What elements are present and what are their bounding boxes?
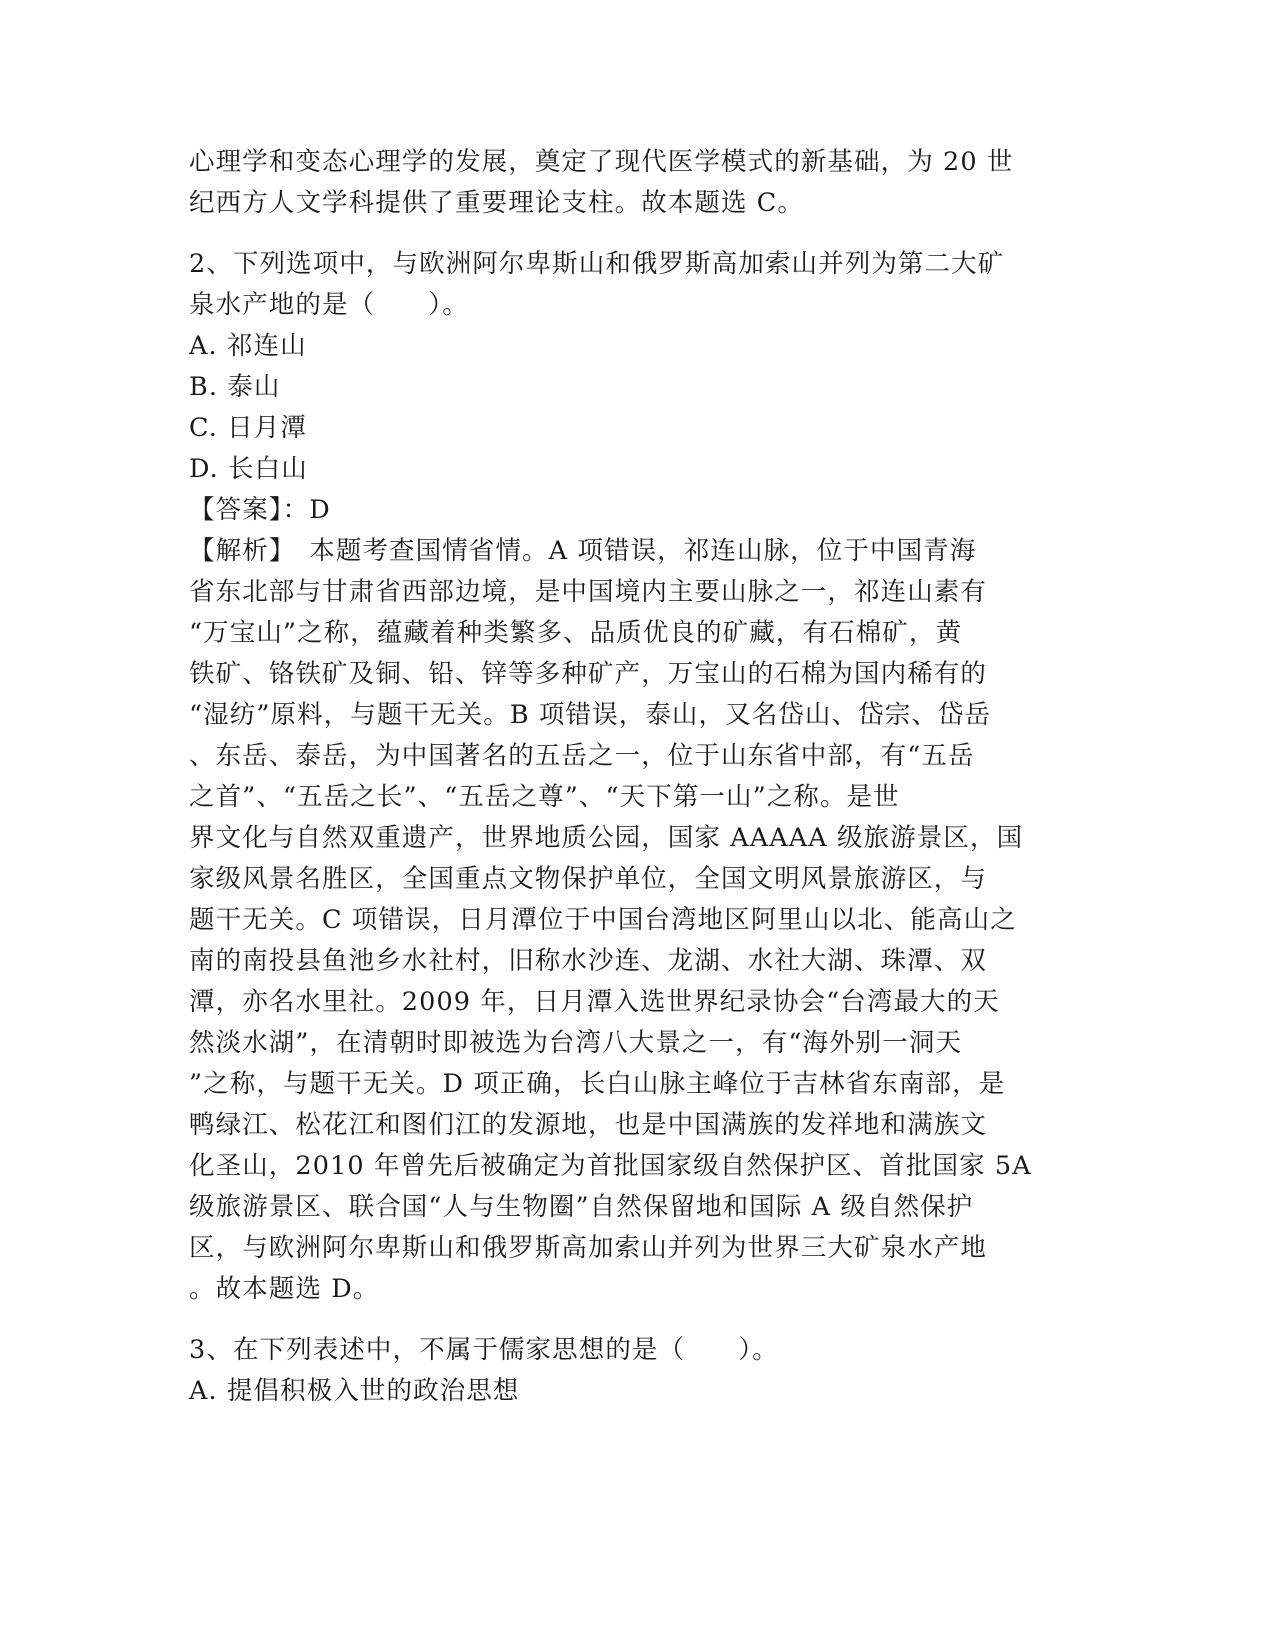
analysis-line-8: 界文化与自然双重遗产，世界地质公园，国家 AAAAA 级旅游景区，国 — [189, 823, 1024, 853]
question-2-option-d: D. 长白山 — [189, 454, 308, 484]
intro-line-1: 心理学和变态心理学的发展，奠定了现代医学模式的新基础，为 20 世 — [189, 147, 1014, 177]
analysis-line-6: 、东岳、泰岳，为中国著名的五岳之一，位于山东省中部，有“五岳 — [189, 741, 975, 771]
intro-line-2: 纪西方人文学科提供了重要理论支柱。故本题选 C。 — [189, 188, 805, 218]
question-2-option-c: C. 日月潭 — [189, 413, 307, 443]
analysis-line-17: 级旅游景区、联合国“人与生物圈”自然保留地和国际 A 级自然保护 — [189, 1192, 974, 1222]
analysis-line-3: “万宝山”之称，蕴藏着种类繁多、品质优良的矿藏，有石棉矿，黄 — [189, 618, 963, 648]
question-2-option-b: B. 泰山 — [189, 372, 281, 402]
analysis-line-5: “湿纺”原料，与题干无关。B 项错误，泰山，又名岱山、岱宗、岱岳 — [189, 700, 992, 730]
analysis-line-15: 鸭绿江、松花江和图们江的发源地，也是中国满族的发祥地和满族文 — [189, 1110, 988, 1140]
analysis-line-12: 潭，亦名水里社。2009 年，日月潭入选世界纪录协会“台湾最大的天 — [189, 987, 1000, 1017]
question-3-option-a: A. 提倡积极入世的政治思想 — [189, 1376, 520, 1406]
analysis-line-9: 家级风景名胜区，全国重点文物保护单位，全国文明风景旅游区，与 — [189, 864, 988, 894]
analysis-line-19: 。故本题选 D。 — [189, 1274, 380, 1304]
analysis-line-1: 【解析】 本题考查国情省情。A 项错误，祁连山脉，位于中国青海 — [189, 536, 977, 566]
question-2-stem-line-2: 泉水产地的是（ ）。 — [189, 290, 469, 320]
question-2-stem-line-1: 2、下列选项中，与欧洲阿尔卑斯山和俄罗斯高加索山并列为第二大矿 — [189, 249, 1005, 279]
question-3-stem: 3、在下列表述中，不属于儒家思想的是（ ）。 — [189, 1335, 779, 1365]
analysis-line-18: 区，与欧洲阿尔卑斯山和俄罗斯高加索山并列为世界三大矿泉水产地 — [189, 1233, 988, 1263]
analysis-line-11: 南的南投县鱼池乡水社村，旧称水沙连、龙湖、水社大湖、珠潭、双 — [189, 946, 988, 976]
analysis-line-14: ”之称，与题干无关。D 项正确，长白山脉主峰位于吉林省东南部，是 — [189, 1069, 1006, 1099]
analysis-line-2: 省东北部与甘肃省西部边境，是中国境内主要山脉之一，祁连山素有 — [189, 577, 988, 607]
analysis-line-10: 题干无关。C 项错误，日月潭位于中国台湾地区阿里山以北、能高山之 — [189, 905, 1017, 935]
question-2-option-a: A. 祁连山 — [189, 331, 307, 361]
analysis-line-7: 之首”、“五岳之长”、“五岳之尊”、“天下第一山”之称。是世 — [189, 782, 900, 812]
analysis-line-16: 化圣山，2010 年曾先后被确定为首批国家级自然保护区、首批国家 5A — [189, 1151, 1032, 1181]
analysis-line-13: 然淡水湖”，在清朝时即被选为台湾八大景之一，有“海外别一洞天 — [189, 1028, 963, 1058]
question-2-answer: 【答案】：D — [189, 495, 331, 525]
analysis-line-4: 铁矿、铬铁矿及铜、铅、锌等多种矿产，万宝山的石棉为国内稀有的 — [189, 659, 988, 689]
